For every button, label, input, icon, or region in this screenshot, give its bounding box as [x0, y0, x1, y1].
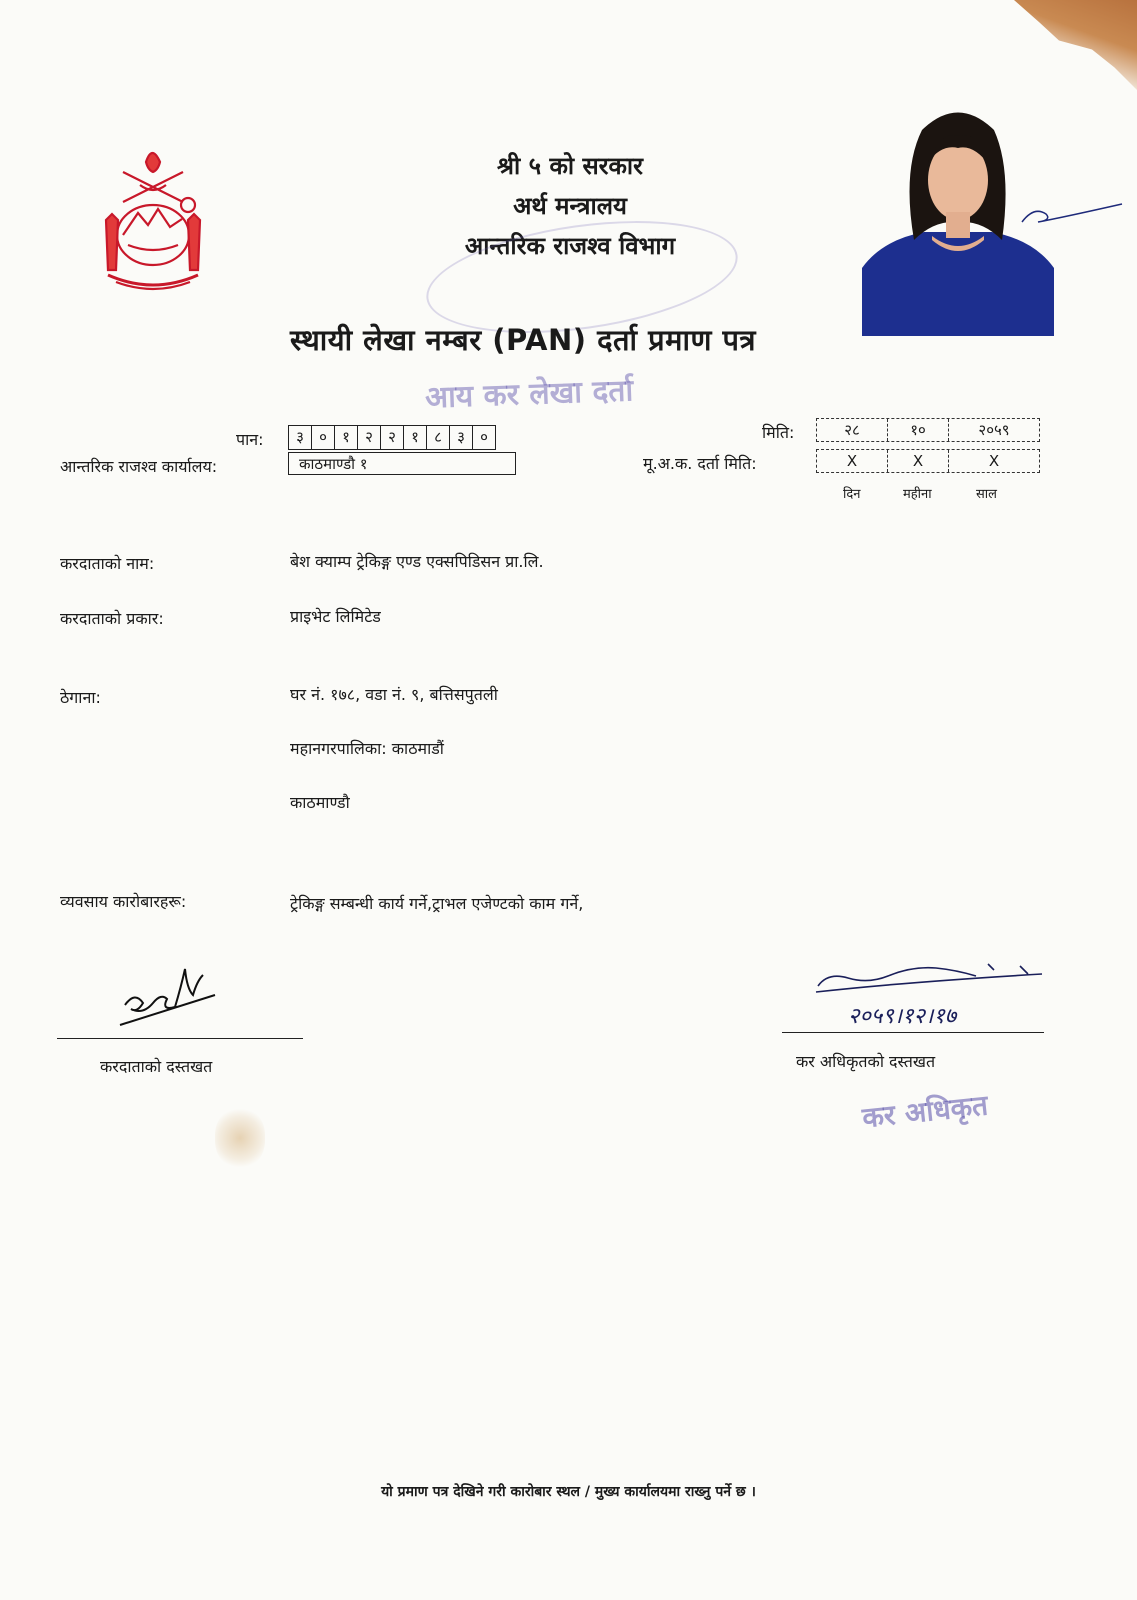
paper-stain [215, 1108, 265, 1168]
officer-signature-date: २०५९।१२।१७ [848, 1004, 957, 1029]
pan-digit: २ [358, 426, 381, 449]
address-line-1: घर नं. १७८, वडा नं. ९, बत्तिसपुतली [290, 685, 498, 704]
column-day-label: दिन [843, 487, 861, 502]
taxpayer-type-label: करदाताको प्रकार: [60, 609, 164, 628]
registration-date-boxes [816, 418, 1040, 442]
vat-date-label: मू.अ.क. दर्ता मिति: [643, 454, 757, 473]
tax-office-label: आन्तरिक राजश्व कार्यालय: [60, 457, 218, 476]
business-activities-value: ट्रेकिङ्ग सम्बन्धी कार्य गर्ने,ट्राभल एजेण्टको काम गर्ने, [290, 894, 584, 913]
taxpayer-signature [115, 965, 225, 1035]
address-line-2: महानगरपालिका: काठमाडौं [290, 739, 444, 758]
vat-date-day: X [817, 450, 888, 472]
registration-stamp-text: आय कर लेखा दर्ता [424, 373, 634, 416]
header-line-ministry: अर्थ मन्त्रालय [513, 192, 627, 220]
pan-number-boxes [288, 425, 496, 450]
address-label: ठेगाना: [60, 688, 101, 707]
photo-signature-scribble [1020, 200, 1130, 230]
taxpayer-name-value: बेश क्याम्प ट्रेकिङ्ग एण्ड एक्सपिडिसन प्रा.लि. [290, 552, 544, 571]
address-line-3: काठमाण्डौ [290, 793, 350, 812]
vat-date-boxes [816, 449, 1040, 473]
date-day: २८ [817, 419, 888, 441]
taxpayer-signature-line [57, 1038, 303, 1039]
taxpayer-name-label: करदाताको नाम: [60, 554, 155, 573]
date-year: २०५९ [978, 421, 1010, 439]
pan-digit: २ [381, 426, 404, 449]
header-line-government: श्री ५ को सरकार [497, 152, 643, 180]
taxpayer-type-value: प्राइभेट लिमिटेड [290, 607, 381, 626]
officer-signature-line [782, 1032, 1044, 1033]
vat-date-year: X [988, 452, 1000, 470]
pan-digit: १ [335, 426, 358, 449]
pan-digit: १ [404, 426, 427, 449]
officer-signature [810, 960, 1050, 1000]
pan-digit: ३ [450, 426, 473, 449]
taxpayer-signature-label: करदाताको दस्तखत [100, 1057, 213, 1076]
date-month: १० [888, 419, 949, 441]
vat-date-month: X [888, 450, 949, 472]
header-line-department: आन्तरिक राजश्व विभाग [464, 232, 676, 260]
national-emblem-icon [88, 140, 218, 295]
pan-digit: ३ [289, 426, 312, 449]
torn-corner-stain [987, 0, 1137, 90]
tax-office-value: काठमाण्डौ १ [288, 452, 516, 475]
pan-label: पान: [236, 430, 264, 449]
pan-digit: ० [480, 428, 488, 446]
column-month-label: महीना [903, 487, 932, 502]
pan-digit: ८ [427, 426, 450, 449]
footer-note: यो प्रमाण पत्र देखिने गरी कारोबार स्थल / मुख्य कार्यालयमा राख्नु पर्ने छ । [381, 1484, 756, 1500]
certificate-title: स्थायी लेखा नम्बर (PAN) दर्ता प्रमाण पत्र [290, 323, 757, 357]
business-activities-label: व्यवसाय कारोबारहरू: [60, 892, 187, 911]
column-year-label: साल [976, 487, 997, 502]
pan-digit: ० [312, 426, 335, 449]
officer-signature-label: कर अधिकृतको दस्तखत [796, 1052, 936, 1071]
date-label: मिति: [762, 423, 795, 442]
officer-stamp-text: कर अधिकृत [860, 1088, 990, 1135]
